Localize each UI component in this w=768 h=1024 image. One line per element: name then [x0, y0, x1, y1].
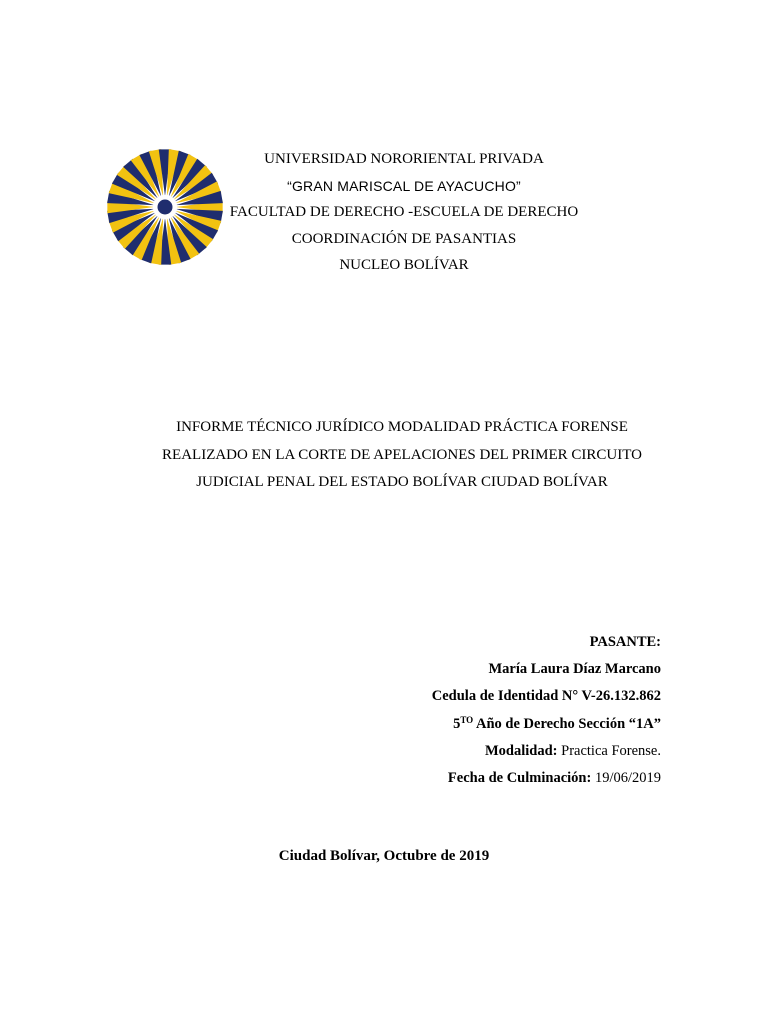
report-title [100, 414, 704, 497]
intern-year [432, 711, 661, 738]
intern-year-superscript: TO [460, 714, 474, 725]
intern-completion [432, 765, 661, 792]
place-and-date: Ciudad Bolívar, Octubre de 2019 [278, 848, 490, 864]
university-name: UNIVERSIDAD NORORIENTAL PRIVADA [264, 151, 544, 167]
intern-year-number: 5 [453, 715, 461, 732]
report-title-line-3: JUDICIAL PENAL DEL ESTADO BOLÍVAR CIUDAD BOLÍVAR [196, 474, 608, 490]
campus-name: NUCLEO BOLÍVAR [339, 257, 469, 273]
report-title-line-1: INFORME TÉCNICO JURÍDICO MODALIDAD PRÁCTICA FORENSE [176, 419, 628, 435]
university-subtitle: “GRAN MARISCAL DE AYACUCHO” [287, 177, 521, 194]
coordination-name: COORDINACIÓN DE PASANTIAS [291, 230, 517, 247]
modality-value: Practica Forense. [557, 742, 661, 759]
completion-label: Fecha de Culminación: [447, 770, 592, 787]
report-title-line-2: REALIZADO EN LA CORTE DE APELACIONES DEL PRIMER CIRCUITO [162, 446, 642, 463]
institution-header [222, 146, 586, 279]
faculty-name: FACULTAD DE DERECHO -ESCUELA DE DERECHO [229, 204, 579, 220]
intern-id: Cedula de Identidad N° V-26.132.862 [431, 688, 661, 705]
intern-modality [432, 738, 661, 765]
intern-name: María Laura Díaz Marcano [488, 661, 661, 678]
intern-heading: PASANTE: [589, 634, 661, 650]
intern-year-text: Año de Derecho Sección “1A” [473, 715, 661, 732]
modality-label: Modalidad: [485, 742, 558, 759]
intern-info-block [432, 629, 661, 792]
completion-value: 19/06/2019 [591, 770, 661, 787]
university-sun-emblem-icon [104, 145, 226, 269]
